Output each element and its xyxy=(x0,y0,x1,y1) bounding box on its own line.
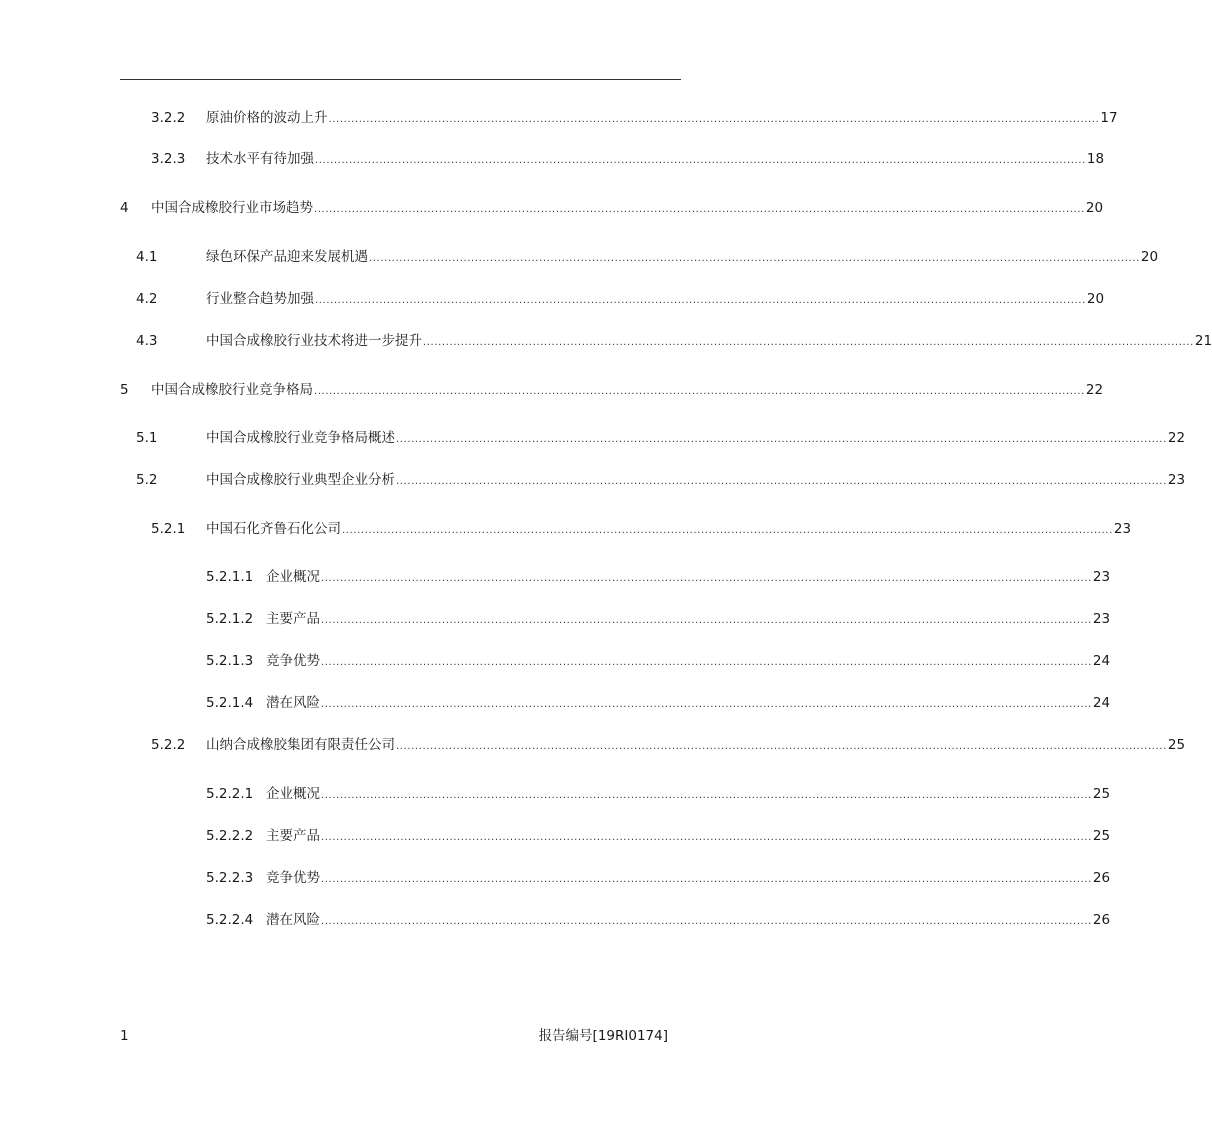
toc-page-number: 20 xyxy=(1086,291,1105,307)
dot-leader: ............................................................................................................................................................................................................ xyxy=(321,573,1092,584)
toc-entry[interactable] xyxy=(136,289,1105,309)
toc-title: 绿色环保产品迎来发展机遇 xyxy=(206,249,368,265)
toc-number: 5.2.2.3 xyxy=(206,870,254,886)
dot-leader: ............................................................................................................................................................................................................ xyxy=(342,525,1113,536)
dot-leader: ............................................................................................................................................................................................................ xyxy=(396,476,1167,487)
toc-number: 5.2.2.2 xyxy=(206,828,254,844)
header-rule xyxy=(120,79,681,80)
dot-leader: ............................................................................................................................................................................................................ xyxy=(328,114,1100,125)
toc-page-number: 23 xyxy=(1167,472,1186,488)
toc-page-number: 25 xyxy=(1167,737,1186,753)
toc-entry[interactable] xyxy=(151,735,1186,755)
toc-number: 5.2.1.4 xyxy=(206,695,254,711)
dot-leader: ............................................................................................................................................................................................................ xyxy=(321,832,1092,843)
dot-leader: ............................................................................................................................................................................................................ xyxy=(423,337,1194,348)
toc-number: 5.2.2 xyxy=(151,737,186,753)
toc-page-number: 23 xyxy=(1092,611,1111,627)
toc-page-number: 20 xyxy=(1140,249,1159,265)
toc-title: 原油价格的波动上升 xyxy=(206,110,328,126)
dot-leader: ............................................................................................................................................................................................................ xyxy=(321,790,1092,801)
toc-title: 中国合成橡胶行业竞争格局概述 xyxy=(206,430,395,446)
toc-title: 企业概况 xyxy=(266,569,320,585)
toc-entry[interactable] xyxy=(136,247,1159,267)
toc-title: 中国合成橡胶行业技术将进一步提升 xyxy=(206,333,422,349)
toc-number: 3.2.3 xyxy=(151,151,186,167)
toc-page-number: 17 xyxy=(1100,110,1118,126)
dot-leader: ............................................................................................................................................................................................................ xyxy=(321,874,1092,885)
toc-number: 5.2.2.1 xyxy=(206,786,254,802)
footer-report-id: 报告编号[19RI0174] xyxy=(538,1028,668,1044)
toc-title: 企业概况 xyxy=(266,786,320,802)
toc-entry[interactable] xyxy=(151,108,1118,128)
footer-page-number: 1 xyxy=(120,1028,129,1044)
toc-page-number: 24 xyxy=(1092,653,1111,669)
toc-title: 主要产品 xyxy=(266,611,320,627)
toc-number: 4 xyxy=(120,200,129,216)
toc-entry[interactable] xyxy=(206,567,1111,587)
toc-page-number: 23 xyxy=(1113,521,1132,537)
toc-page-number: 22 xyxy=(1085,382,1104,398)
toc-title: 中国合成橡胶行业竞争格局 xyxy=(151,382,313,398)
toc-number: 3.2.2 xyxy=(151,110,186,126)
toc-page-number: 22 xyxy=(1167,430,1186,446)
toc-title: 行业整合趋势加强 xyxy=(206,291,314,307)
toc-entry[interactable] xyxy=(151,519,1132,539)
toc-page-number: 25 xyxy=(1092,828,1111,844)
toc-entry[interactable] xyxy=(136,331,1212,351)
toc-title: 中国合成橡胶行业市场趋势 xyxy=(151,200,313,216)
toc-title: 潜在风险 xyxy=(266,912,320,928)
dot-leader: ............................................................................................................................................................................................................ xyxy=(315,155,1086,166)
toc-entry[interactable] xyxy=(151,149,1105,169)
toc-page-number: 24 xyxy=(1092,695,1111,711)
toc-entry[interactable] xyxy=(206,868,1111,888)
toc-entry[interactable] xyxy=(206,651,1111,671)
toc-number: 5.2.1.3 xyxy=(206,653,254,669)
toc-page-number: 25 xyxy=(1092,786,1111,802)
dot-leader: ............................................................................................................................................................................................................ xyxy=(396,741,1167,752)
dot-leader: ............................................................................................................................................................................................................ xyxy=(321,916,1092,927)
dot-leader: ............................................................................................................................................................................................................ xyxy=(321,657,1092,668)
toc-entry[interactable] xyxy=(120,380,1104,400)
toc-entry[interactable] xyxy=(136,428,1186,448)
toc-entry[interactable] xyxy=(206,826,1111,846)
toc-number: 4.1 xyxy=(136,249,158,265)
toc-number: 5.2.2.4 xyxy=(206,912,254,928)
toc-title: 中国合成橡胶行业典型企业分析 xyxy=(206,472,395,488)
dot-leader: ............................................................................................................................................................................................................ xyxy=(314,386,1085,397)
toc-page-number: 21 xyxy=(1194,333,1212,349)
dot-leader: ............................................................................................................................................................................................................ xyxy=(369,253,1140,264)
toc-title: 中国石化齐鲁石化公司 xyxy=(206,521,341,537)
toc-page-number: 26 xyxy=(1092,912,1111,928)
dot-leader: ............................................................................................................................................................................................................ xyxy=(321,699,1092,710)
toc-number: 4.2 xyxy=(136,291,158,307)
dot-leader: ............................................................................................................................................................................................................ xyxy=(314,204,1085,215)
dot-leader: ............................................................................................................................................................................................................ xyxy=(315,295,1086,306)
toc-entry[interactable] xyxy=(206,910,1111,930)
toc-title: 主要产品 xyxy=(266,828,320,844)
dot-leader: ............................................................................................................................................................................................................ xyxy=(321,615,1092,626)
toc-page-number: 26 xyxy=(1092,870,1111,886)
toc-title: 竞争优势 xyxy=(266,653,320,669)
toc-entry[interactable] xyxy=(206,784,1111,804)
toc-number: 5.2 xyxy=(136,472,158,488)
dot-leader: ............................................................................................................................................................................................................ xyxy=(396,434,1167,445)
toc-entry[interactable] xyxy=(206,609,1111,629)
toc-title: 技术水平有待加强 xyxy=(206,151,314,167)
toc-number: 5 xyxy=(120,382,129,398)
toc-page-number: 20 xyxy=(1085,200,1104,216)
toc-number: 4.3 xyxy=(136,333,158,349)
toc-number: 5.1 xyxy=(136,430,158,446)
toc-entry[interactable] xyxy=(206,693,1111,713)
toc-number: 5.2.1 xyxy=(151,521,186,537)
toc-title: 潜在风险 xyxy=(266,695,320,711)
toc-title: 竞争优势 xyxy=(266,870,320,886)
toc-entry[interactable] xyxy=(136,470,1186,490)
toc-entry[interactable] xyxy=(120,198,1104,218)
toc-number: 5.2.1.2 xyxy=(206,611,254,627)
toc-title: 山纳合成橡胶集团有限责任公司 xyxy=(206,737,395,753)
toc-page-number: 23 xyxy=(1092,569,1111,585)
toc-number: 5.2.1.1 xyxy=(206,569,254,585)
toc-page-number: 18 xyxy=(1086,151,1105,167)
